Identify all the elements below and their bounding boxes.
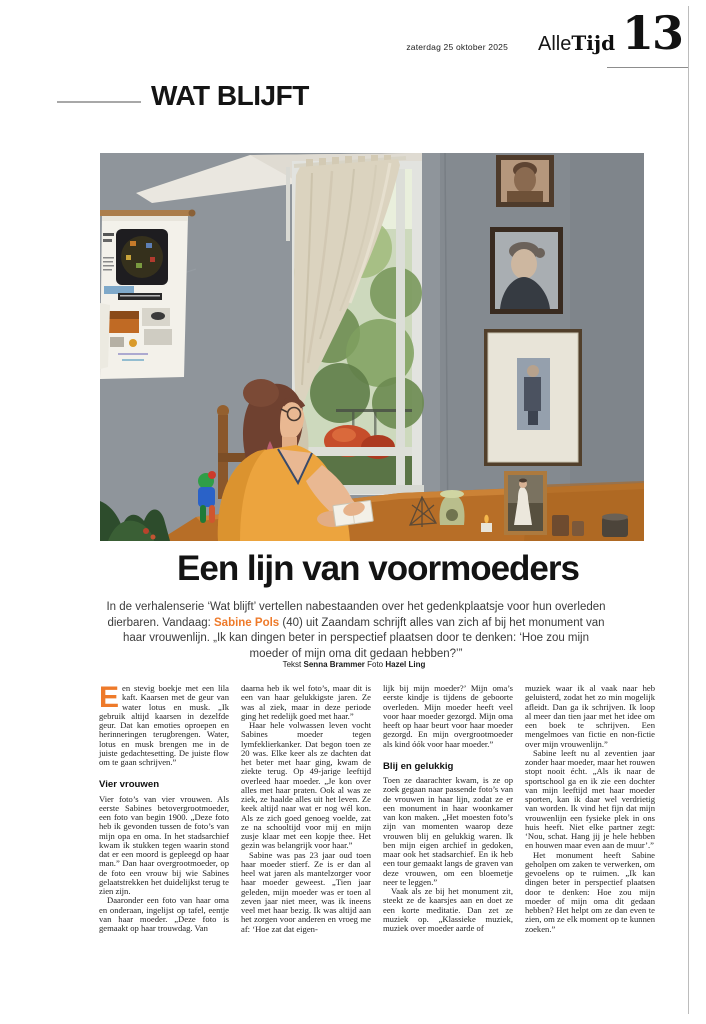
byline-author: Senna Brammer bbox=[303, 660, 365, 669]
byline bbox=[100, 660, 608, 669]
moodboard-poster bbox=[100, 210, 196, 380]
subject-name: Sabine Pols bbox=[214, 616, 280, 629]
header-rule bbox=[607, 67, 688, 68]
page-number: 13 bbox=[621, 6, 682, 60]
issue-date: zaterdag 25 oktober 2025 bbox=[406, 42, 508, 52]
intro-text-after: (40) uit Zaandam schrijft alles van zich af bij het monument van haar vrouwenlijn. „Ik kan dingen beter in perspectief plaatsen door te denken: ‘Hoe zou mijn moeder of mijn oma dit gedaan hebben?’” bbox=[122, 616, 605, 660]
paragraph: Sabine was pas 23 jaar oud toen haar moeder stierf. Ze is er dan al heel wat jaren als mantelzorger voor haar moeder geweest. „Tien jaar geleden, mijn moeder was er toen al zeven jaar niet meer, was ik ineens veel met haar bezig. Ik was altijd aan het zorgen voor anderen en vroeg me af: ‘Hoe zat dat eigen- bbox=[241, 849, 371, 934]
masthead bbox=[538, 33, 615, 54]
paragraph: Sabine leeft nu al zeventien jaar zonder haar moeder, maar het rouwen stopt nooit écht. „Als ik naar de sportschool ga en ik zie een dochter van mijn leeftijd met haar moeder sporten, kan ik daar wel verdrietig van worden. Ik vind het fijn dat mijn vrouwenlijn een fysieke plek in ons huis heeft. Niet elke partner zegt: ‘Nou, schat. Hang jij je hele hebben en houwen maar even aan de muur’.” bbox=[525, 747, 655, 851]
byline-text-label: Tekst bbox=[282, 660, 302, 669]
masthead-bold: Tijd bbox=[571, 31, 616, 55]
article-body bbox=[99, 681, 655, 934]
byline-photo-label: Foto bbox=[367, 660, 384, 669]
paragraph bbox=[99, 681, 229, 767]
article-intro bbox=[104, 600, 608, 662]
article-photo bbox=[100, 153, 644, 540]
paragraph: Vier foto’s van vier vrouwen. Als eerste Sabines betovergrootmoeder, een foto van begin 1900. „Deze foto heb ik gevonden tussen de foto’s van mijn opa en oma. In het stadsarchief kwam ik stukken tegen waarin stond dat er een moord is gepleegd op haar man.” Dan haar overgrootmoeder, op de foto een vrouw bij wie Sabines gelaatstrekken het duidelijkst terug te zien zijn. bbox=[99, 793, 229, 896]
column-2 bbox=[241, 684, 371, 934]
column-3 bbox=[383, 684, 513, 934]
tealight bbox=[481, 523, 492, 532]
right-page-rule bbox=[688, 6, 689, 1014]
byline-photographer: Hazel Ling bbox=[385, 660, 426, 669]
paragraph: lijk bij mijn moeder?’ Mijn oma’s eerste kindje is tijdens de geboorte overleden. Mijn moeder heeft veel voor haar moeder gezorgd. Mijn oma heeft op haar beurt voor haar moeder gezorgd. En mijn overgrootmoeder als kind óók voor haar moeder.” bbox=[383, 683, 513, 749]
section-kicker: WAT BLIJFT bbox=[151, 80, 309, 111]
article-photo-scene bbox=[100, 153, 644, 541]
paragraph: daarna heb ik wel foto’s, maar dit is een van haar gelukkigste jaren. Ze was al ziek, maar in deze periode ging het redelijk goed met haar.” bbox=[241, 683, 371, 721]
drop-cap: E bbox=[99, 681, 120, 714]
intro-text-before: In de verhalenserie ‘Wat blijft’ vertellen nabestaanden over het gedenkplaatsje voor hun overleden dierbaren. Vandaag: bbox=[106, 601, 606, 629]
column-4 bbox=[525, 684, 655, 934]
subhead-blij-en-gelukkig: Blij en gelukkig bbox=[383, 760, 454, 772]
article-headline: Een lijn van voormoeders bbox=[177, 549, 579, 588]
table-photo-frame bbox=[504, 471, 547, 535]
paragraph-text: en stevig boekje met een lila kaft. Kaarsen met de geur van water lotus en musk. „Ik gebruik altijd kaarsen in dezelfde geur. Dat kan emoties oproepen en herinneringen terugbrengen. Water, lotus en musk brengen me in de juiste gedachtesetting. De juiste flow om te gaan schrijven.” bbox=[99, 683, 229, 767]
paragraph: Het monument heeft Sabine geholpen om zaken te verwerken, om gevoelens op te ruimen. „Ik kan dingen beter in perspectief plaatsen door te denken: Hoe zou mijn moeder of mijn oma dit gedaan hebben? Het helpt om ze dan even te zien, om ze elk moment op te kunnen zoeken.” bbox=[525, 849, 655, 934]
paragraph: Haar hele volwassen leven vocht Sabines moeder tegen lymfeklierkanker. Dat begon toen ze 20 was. Elke keer als ze dachten dat het beter met haar ging, kwam de ziekte terug. Op 49-jarige leeftijd overleed haar moeder. „Je kon over alles met haar praten. Ook al was ze ziek, ze haalde alles uit het leven. Ze keek altijd naar wat er nog wél kon. Als ze zich goed genoeg voelde, zat ze na schooltijd voor mij en mijn zusje klaar met een kopje thee. Het gezin was belangrijk voor haar.” bbox=[241, 720, 371, 851]
paragraph: muziek waar ik al vaak naar heb geluisterd, zodat het zo min mogelijk afleidt. Dan ga ik schrijven. Ik loop al meer dan tien jaar met het idee om een boek te schrijven. Een mengelmoes van fictie en non-fictie over mijn vrouwenlijn.” bbox=[525, 683, 655, 749]
subhead-vier-vrouwen: Vier vrouwen bbox=[99, 779, 160, 791]
paragraph: Daaronder een foto van haar oma en onderaan, ingelijst op tafel, eentje van haar moeder. „Deze foto is gemaakt op haar trouwdag. Van bbox=[99, 895, 229, 933]
kicker-rule bbox=[57, 101, 141, 103]
paragraph: Toen ze daarachter kwam, is ze op zoek gegaan naar passende foto’s van de vrouwen in haar lijn, zodat ze er een monument in haar woonkamer van kon maken. „Het moesten foto’s zijn van momenten waarop deze vrouwen blij en gelukkig waren. Ik ben mijn eigen archief in gedoken, maar ook het stadsarchief. En ik heb een tour gemaakt langs de graven van deze vrouwen, om een bloemetje neer te leggen.” bbox=[383, 775, 513, 887]
column-1 bbox=[99, 681, 229, 934]
masthead-light: Alle bbox=[538, 33, 572, 55]
paragraph: Vaak als ze bij het monument zit, steekt ze de kaarsjes aan en doet ze een korte meditatie. Dan zet ze muziek op. „Klassieke muziek, muziek over moeder aarde of bbox=[383, 886, 513, 933]
